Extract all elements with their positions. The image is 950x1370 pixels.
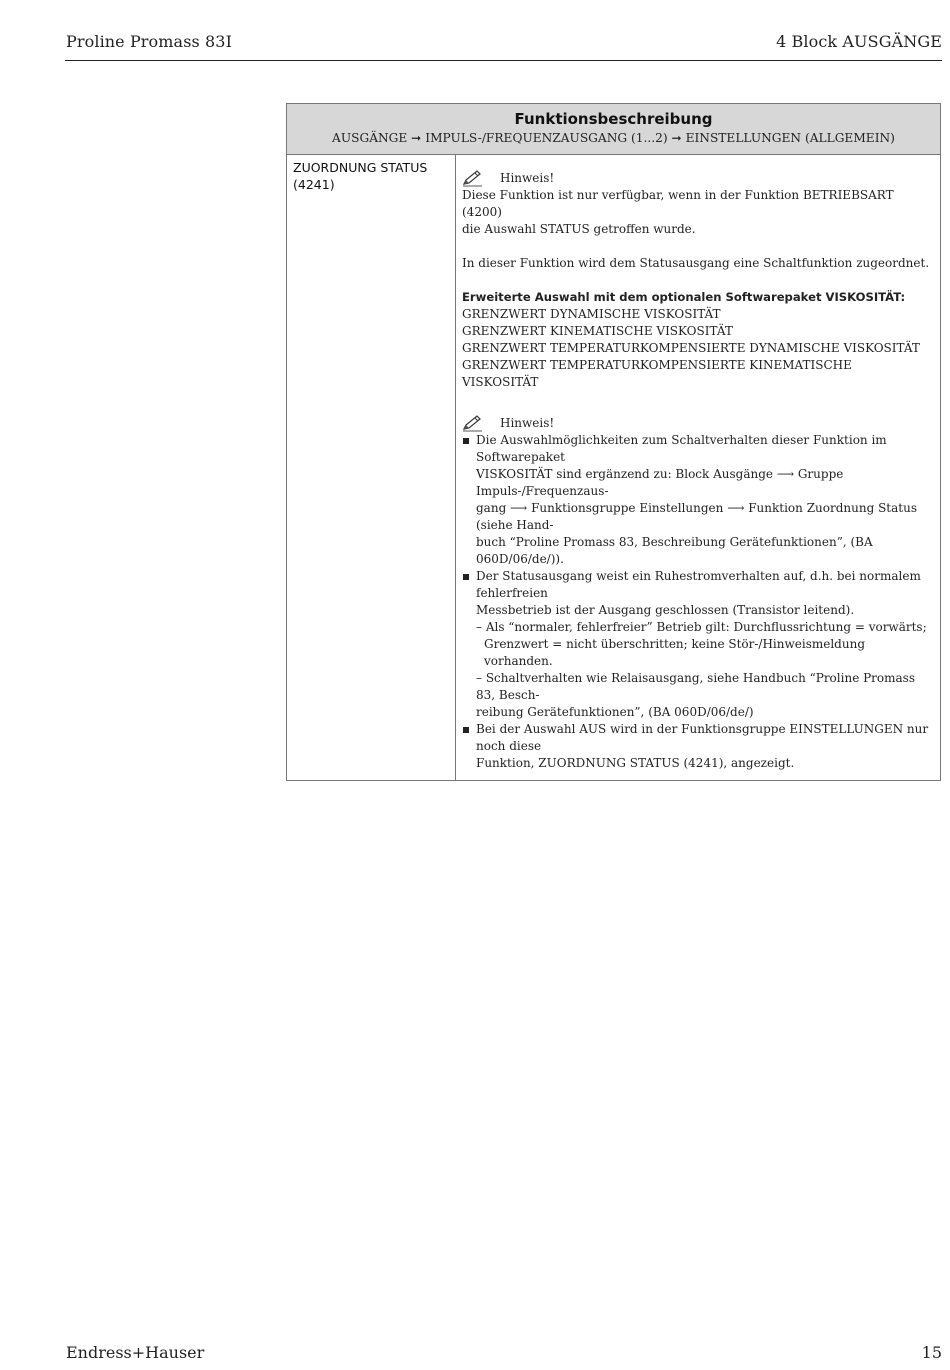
option-item: GRENZWERT KINEMATISCHE VISKOSITÄT bbox=[462, 324, 733, 338]
note-text-line: die Auswahl STATUS getroffen wurde. bbox=[462, 222, 696, 236]
note-heading bbox=[462, 412, 932, 432]
function-description-table bbox=[286, 103, 941, 781]
bullet-line: VISKOSITÄT sind ergänzend zu: Block Ausgänge ⟶ Gruppe Impuls-/Frequenzaus- bbox=[476, 467, 844, 498]
sub-item-line: Grenzwert = nicht überschritten; keine Stör-/Hinweismeldung vorhanden. bbox=[484, 637, 865, 668]
table-row bbox=[287, 155, 940, 780]
extended-selection-heading: Erweiterte Auswahl mit dem optionalen Softwarepaket VISKOSITÄT: bbox=[462, 290, 906, 304]
header-rule bbox=[65, 60, 942, 61]
note-heading bbox=[462, 167, 932, 187]
bullet-line: Der Statusausgang weist ein Ruhestromverhalten auf, d.h. bei normalem fehlerfreien bbox=[476, 569, 921, 600]
header-product-name: Proline Promass 83I bbox=[66, 32, 232, 51]
list-item bbox=[462, 432, 932, 568]
bullet-line: Bei der Auswahl AUS wird in der Funktionsgruppe EINSTELLUNGEN nur noch diese bbox=[476, 722, 929, 753]
sub-item-line: reibung Gerätefunktionen”, (BA 060D/06/de/) bbox=[476, 705, 754, 719]
list-item bbox=[462, 721, 932, 772]
option-item: GRENZWERT DYNAMISCHE VISKOSITÄT bbox=[462, 307, 721, 321]
header-chapter-title: 4 Block AUSGÄNGE bbox=[776, 32, 942, 51]
function-description: In dieser Funktion wird dem Statusausgang eine Schaltfunktion zugeordnet. bbox=[462, 256, 930, 270]
function-cell bbox=[287, 155, 456, 780]
pencil-note-icon bbox=[462, 414, 484, 432]
table-header bbox=[287, 104, 940, 155]
function-code: (4241) bbox=[293, 177, 335, 192]
note-label: Hinweis! bbox=[500, 171, 555, 185]
bullet-line: Funktion, ZUORDNUNG STATUS (4241), angezeigt. bbox=[476, 756, 795, 770]
square-bullet-icon bbox=[463, 574, 469, 580]
bullet-line: Messbetrieb ist der Ausgang geschlossen (Transistor leitend). bbox=[476, 603, 855, 617]
note-label: Hinweis! bbox=[500, 416, 555, 430]
square-bullet-icon bbox=[463, 438, 469, 444]
square-bullet-icon bbox=[463, 727, 469, 733]
sub-item-line: – Schaltverhalten wie Relaisausgang, siehe Handbuch “Proline Promass 83, Besch- bbox=[476, 671, 915, 702]
page-number: 15 bbox=[921, 1343, 942, 1362]
sub-item-line: – Als “normaler, fehlerfreier” Betrieb gilt: Durchflussrichtung = vorwärts; bbox=[476, 620, 927, 634]
table-title: Funktionsbeschreibung bbox=[514, 110, 713, 128]
footer-company: Endress+Hauser bbox=[66, 1343, 205, 1362]
option-item: GRENZWERT TEMPERATURKOMPENSIERTE DYNAMISCHE VISKOSITÄT bbox=[462, 341, 920, 355]
function-name: ZUORDNUNG STATUS bbox=[293, 160, 428, 175]
note-bullet-list bbox=[462, 432, 932, 772]
bullet-line: buch “Proline Promass 83, Beschreibung Gerätefunktionen”, (BA 060D/06/de/)). bbox=[476, 535, 873, 566]
pencil-note-icon bbox=[462, 169, 484, 187]
bullet-line: Die Auswahlmöglichkeiten zum Schaltverhalten dieser Funktion im Softwarepaket bbox=[476, 433, 887, 464]
list-item bbox=[462, 568, 932, 721]
description-cell bbox=[456, 155, 940, 780]
bullet-line: gang ⟶ Funktionsgruppe Einstellungen ⟶ Funktion Zuordnung Status (siehe Hand- bbox=[476, 501, 917, 532]
note-text-line: Diese Funktion ist nur verfügbar, wenn in der Funktion BETRIEBSART (4200) bbox=[462, 188, 894, 219]
option-item: GRENZWERT TEMPERATURKOMPENSIERTE KINEMATISCHE VISKOSITÄT bbox=[462, 358, 852, 389]
menu-path: AUSGÄNGE ➞ IMPULS-/FREQUENZAUSGANG (1...2) ➞ EINSTELLUNGEN (ALLGEMEIN) bbox=[332, 131, 895, 145]
